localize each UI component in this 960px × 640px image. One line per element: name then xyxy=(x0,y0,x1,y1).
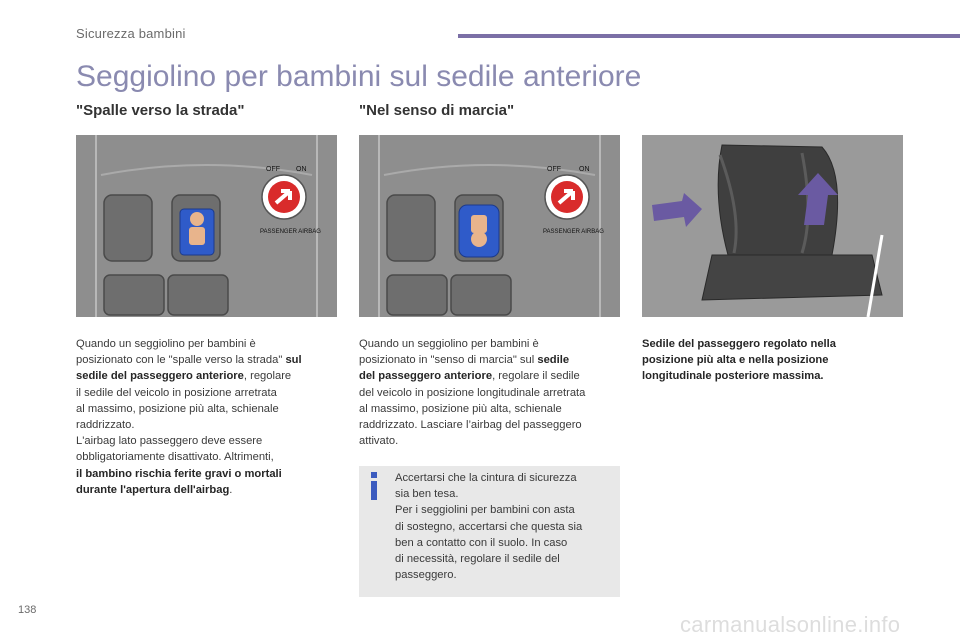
text-line: il bambino rischia ferite gravi o mortali xyxy=(76,467,282,480)
text-line: Sedile del passeggero regolato nella xyxy=(642,338,836,350)
seat-caption xyxy=(642,336,912,385)
text-line: Quando un seggiolino per bambini è xyxy=(359,338,539,350)
watermark: carmanualsonline.info xyxy=(680,612,901,637)
passenger-airbag-label: PASSENGER AIRBAG xyxy=(260,229,321,235)
page-title: Seggiolino per bambini sul sedile anteriore xyxy=(76,60,642,93)
forward-facing-text xyxy=(359,336,629,449)
info-box xyxy=(359,466,620,597)
section-label: Sicurezza bambini xyxy=(76,26,186,41)
text-line: raddrizzato. xyxy=(76,419,135,432)
text-line: L'airbag lato passeggero deve essere xyxy=(76,435,263,448)
page-number: 138 xyxy=(18,604,37,616)
text-line: al massimo, posizione più alta, schienale xyxy=(76,402,279,415)
text-line: posizionato in "senso di marcia" sul sedile xyxy=(359,354,570,367)
rear-facing-illustration xyxy=(76,135,337,317)
text-line: posizione più alta e nella posizione xyxy=(642,354,829,367)
info-icon xyxy=(369,472,379,500)
text-line: al massimo, posizione più alta, schienale xyxy=(359,402,562,415)
forward-facing-illustration xyxy=(359,135,620,317)
seat-adjustment-illustration xyxy=(642,135,903,317)
info-text xyxy=(395,470,615,583)
passenger-airbag-label-2: PASSENGER AIRBAG xyxy=(543,229,604,235)
airbag-on-label: ON xyxy=(296,166,307,173)
text-line: del passeggero anteriore, regolare il sedile xyxy=(359,370,580,383)
text-line: longitudinale posteriore massima. xyxy=(642,370,824,383)
text-line: di sostegno, accertarsi che questa sia xyxy=(395,520,583,533)
text-line: il sedile del veicolo in posizione arretrata xyxy=(76,386,277,399)
text-line: passeggero. xyxy=(395,569,457,582)
text-line: sia ben tesa. xyxy=(395,488,459,501)
text-line: ben a contatto con il suolo. In caso xyxy=(395,536,568,549)
text-line: Accertarsi che la cintura di sicurezza xyxy=(395,472,577,484)
text-line: posizionato con le "spalle verso la strada" sul xyxy=(76,354,302,367)
rear-facing-text xyxy=(76,336,346,498)
heading-forward-facing: "Nel senso di marcia" xyxy=(359,102,515,119)
text-line: Per i seggiolini per bambini con asta xyxy=(395,504,575,517)
text-line: durante l'apertura dell'airbag. xyxy=(76,483,233,496)
text-line: attivato. xyxy=(359,435,399,448)
airbag-off-label: OFF xyxy=(266,166,280,173)
text-line: sedile del passeggero anteriore, regolare xyxy=(76,370,292,383)
heading-rear-facing: "Spalle verso la strada" xyxy=(76,102,245,119)
text-line: raddrizzato. Lasciare l’airbag del passeggero xyxy=(359,419,582,432)
text-line: obbligatoriamente disattivato. Altrimenti, xyxy=(76,451,274,464)
header-bar xyxy=(458,34,960,38)
text-line: del veicolo in posizione longitudinale arretrata xyxy=(359,386,586,399)
text-line: Quando un seggiolino per bambini è xyxy=(76,338,256,350)
text-line: di necessità, regolare il sedile del xyxy=(395,553,560,566)
airbag-on-label-2: ON xyxy=(579,166,590,173)
airbag-off-label-2: OFF xyxy=(547,166,561,173)
